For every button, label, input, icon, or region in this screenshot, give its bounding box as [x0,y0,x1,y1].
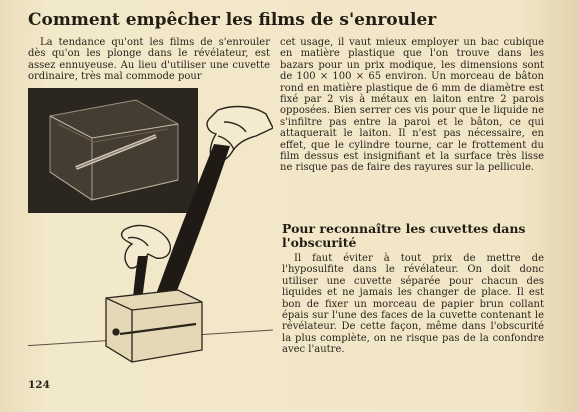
subheading: Pour reconnaître les cuvettes dans l'obscurité [282,221,526,250]
small-tank [106,290,202,362]
intro-text: La tendance qu'ont les films de s'enrouler dès qu'on les plonge dans le révélateur, est assez ennuyeuse. Au lieu d'utiliser une cuvette ordinaire, très mal commode pour [28,37,270,83]
right-text: cet usage, il vaut mieux employer un bac cubique en matière plastique que l'on trouve dans les bazars pour un prix modique, les dimensions sont de 100 × 100 × 65 environ. Un morceau de bâton rond en matière plastique de 6 mm de diamètre est fixé par 2 vis à métaux en laiton entre 2 parois opposées. Bien serrer ces vis pour que le liquide ne s'infiltre pas entre la paroi et le bâton, ce qui attaquerait le laiton. Il n'est pas nécessaire, en effet, que le cylindre tourne, car le frottement du film dessus est insignifiant et la surface très lisse ne risque pas de faire des rayures sur la pellicule. [280,37,544,174]
film-developing-illustration [28,88,273,368]
intro-paragraph [28,37,270,83]
subsection-text: Il faut éviter à tout prix de mettre de l'hyposulfite dans le révélateur. On doit donc utiliser une cuvette séparée pour chacun des liquides et ne jamais les changer de place. Il est bon de fixer un morceau de papier brun collant épais sur l'une des faces de la cuvette contenant le révélateur. De cette façon, même dans l'obscurité la plus complète, on ne risque pas de la confondre avec l'autre. [282,253,544,356]
page-number: 124 [28,379,50,391]
right-column-paragraph [280,37,544,174]
subsection-paragraph [282,253,544,356]
page-title: Comment empêcher les films de s'enrouler [28,10,437,30]
